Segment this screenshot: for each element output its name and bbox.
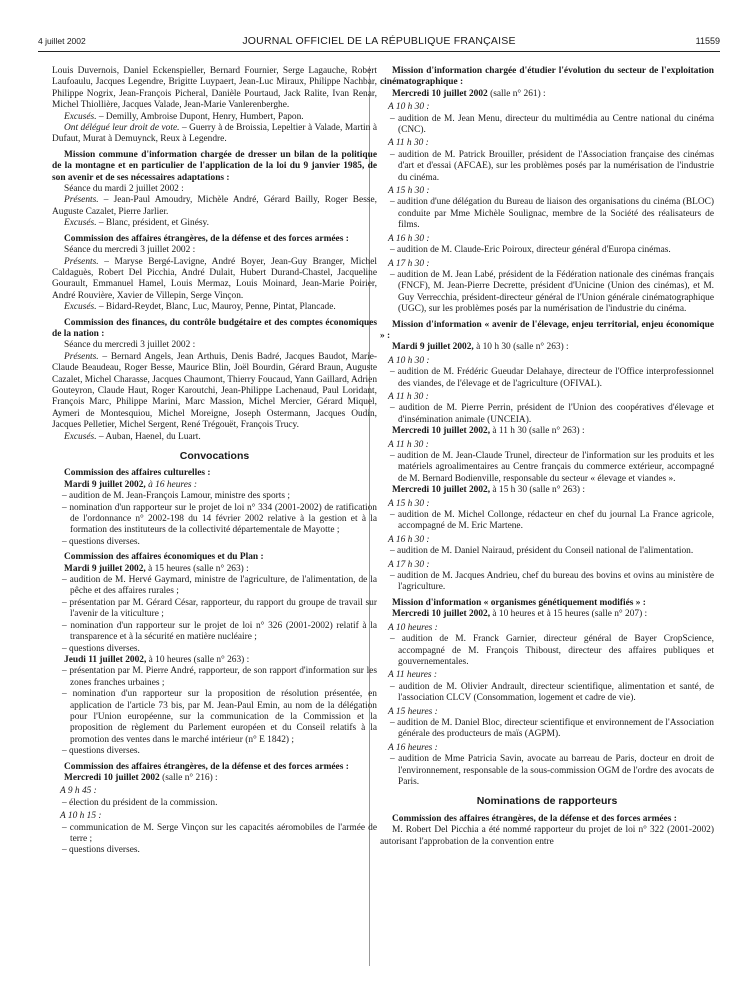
cae-item: – présentation par M. Pierre André, rapporteur, de son rapport d'information sur les zones franches urbaines ; [62,666,377,688]
cac-date: Mardi 9 juillet 2002, à 16 heures : [64,479,197,490]
caed2-item: – questions diverses. [62,845,140,856]
mission-cinema-title: Mission d'information chargée d'étudier l'évolution du secteur de l'exploitation cinématographique : [380,66,714,88]
excuses-line: Excusés. – Demilly, Ambroise Dupont, Henry, Humbert, Papon. [64,111,304,122]
caed2-slot: A 9 h 45 : [60,786,97,797]
caed2-item: – élection du président de la commission. [62,797,218,808]
cae-item: – présentation par M. Gérard César, rapporteur, du rapport du groupe de travail sur l'avenir de la viticulture ; [62,597,377,620]
header-date: 4 juillet 2002 [38,36,86,46]
cac-item: – questions diverses. [62,536,140,547]
caed2-slot: A 10 h 15 : [60,811,102,822]
schedule-item: – audition d'une délégation du Bureau de liaison des organisations du cinéma (BLOC) conduite par Mme Michèle Soulignac, membre de la Société des réalisateurs de films. [390,197,714,231]
mission-elevage-date-1: Mardi 9 juillet 2002, à 10 h 30 (salle n° 263) : [392,342,569,353]
cac-item: – nomination d'un rapporteur sur le projet de loi n° 334 (2001-2002) de ratification de l'ordonnance n° 2002-198 du 14 février 2002 relative à la gestion et à la formation des instituteurs de la collectivité départementale de Mayotte ; [62,502,377,536]
mission-montagne-excuses: Excusés. – Blanc, président, et Ginésy. [64,218,209,229]
cac-item: – audition de M. Jean-François Lamour, ministre des sports ; [62,491,290,502]
schedule-item: – audition de M. Frédéric Gueudar Delahaye, directeur de l'Office interprofessionnel des viandes, de l'élevage et de l'agriculture (OFIVAL). [390,367,714,389]
cae-item: – nomination d'un rapporteur sur la proposition de résolution présentée, en application de l'article 73 bis, par M. Jean-Paul Emin, au nom de la délégation pour l'Union européenne, sur la communication de la Commission et la proposition de règlement du Parlement européen et du Conseil relatifs à la promotion des ventes dans le marché intérieur (n° E 1842) ; [62,689,377,745]
schedule-item: – audition de M. Jean-Claude Trunel, directeur de l'information sur les produits et les matériels agroalimentaires au Centre français du commerce extérieur, accompagné de M. Bernard Bodienville, responsable du secteur « élevage et viandes ». [390,451,714,484]
schedule-slot: A 15 heures : [388,706,438,717]
schedule-slot: A 10 h 30 : [388,102,430,113]
schedule-slot: A 17 h 30 : [388,258,430,269]
schedule-slot: A 17 h 30 : [388,559,430,570]
schedule-slot: A 16 h 30 : [388,233,430,244]
schedule-item: – audition de M. Franck Garnier, directeur général de Bayer CropScience, accompagné de M. François Thiboust, directeur des affaires publiques et gouvernementales. [390,634,714,667]
caed2-title: Commission des affaires étrangères, de la défense et des forces armées : [64,761,349,772]
nominations-commission-title: Commission des affaires étrangères, de la défense et des forces armées : [392,813,677,824]
schedule-slot: A 16 h 30 : [388,534,430,545]
convocations-heading: Convocations [179,450,250,462]
cae-item: – questions diverses. [62,746,140,757]
nominations-text: M. Robert Del Picchia a été nommé rapporteur du projet de loi n° 322 (2001-2002) autorisant l'approbation de la convention entre [380,825,714,847]
mission-elevage-date-2: Mercredi 10 juillet 2002, à 11 h 30 (salle n° 263) : [392,426,585,437]
cfin-title: Commission des finances, du contrôle budgétaire et des comptes économiques de la nation : [52,317,377,339]
caed-seance: Séance du mercredi 3 juillet 2002 : [64,245,196,256]
cac-title: Commission des affaires culturelles : [64,468,211,479]
cae-title: Commission des affaires économiques et du Plan : [64,552,264,563]
page-header [38,36,720,52]
header-page-number: 11559 [695,36,720,46]
mission-montagne-presents: Présents. – Jean-Paul Amoudry, Michèle André, Gérard Bailly, Roger Besse, Auguste Cazalet, Pierre Jarlier. [52,195,377,217]
header-title: JOURNAL OFFICIEL DE LA RÉPUBLIQUE FRANÇAISE [242,35,516,47]
schedule-item: – audition de M. Olivier Andrault, directeur scientifique, alimentation et santé, de l'association CLCV (Consommation, logement et cadre de vie). [390,681,714,704]
schedule-slot: A 15 h 30 : [388,186,430,197]
schedule-item: – audition de M. Jean Menu, directeur du multimédia au Centre national du cinéma (CNC). [390,113,714,136]
cfin-excuses: Excusés. – Auban, Haenel, du Luart. [64,431,201,442]
schedule-slot: A 11 h 30 : [388,138,429,149]
mission-montagne-title: Mission commune d'information chargée de dresser un bilan de la politique de la montagne et en particulier de l'application de la loi du 9 janvier 1985, de son avenir et de ses nécessaires adaptations : [52,149,377,183]
caed-title: Commission des affaires étrangères, de la défense et des forces armées : [64,233,349,244]
schedule-item: – audition de M. Daniel Nairaud, président du Conseil national de l'alimentation. [390,546,694,557]
schedule-slot: A 11 h 30 : [388,439,429,450]
cae-item: – questions diverses. [62,643,140,654]
mission-montagne-seance: Séance du mardi 2 juillet 2002 : [64,184,184,195]
mission-ogm-date: Mercredi 10 juillet 2002, à 10 heures et à 15 heures (salle n° 207) : [392,609,648,620]
caed-excuses: Excusés. – Bidard-Reydet, Blanc, Luc, Mauroy, Penne, Pintat, Plancade. [64,302,336,313]
cae-item: – audition de M. Hervé Gaymard, ministre de l'agriculture, de l'alimentation, de la pêche et des affaires rurales ; [62,575,377,597]
caed2-item: – communication de M. Serge Vinçon sur les capacités aéromobiles de l'armée de terre ; [62,822,377,844]
cae-date-1: Mardi 9 juillet 2002, à 15 heures (salle n° 263) : [64,563,249,574]
schedule-item: – audition de M. Jacques Andrieu, chef du bureau des bovins et ovins au ministère de l'agriculture. [390,571,714,593]
cae-item: – nomination d'un rapporteur sur le projet de loi n° 326 (2001-2002) relatif à la transparence et à la sécurité en matière nucléaire ; [62,620,377,643]
left-column [52,66,377,857]
cfin-presents: Présents. – Bernard Angels, Jean Arthuis, Denis Badré, Jacques Baudot, Marie-Claude Beaudeau, Roger Besse, Maurice Blin, Joël Bourdin, Gérard Braun, Auguste Cazalet, Michel Charasse, Jacques Chaumont, Thierry Foucaud, Yann Gaillard, Adrien Gouteyron, Claude Haut, Roger Karoutchi, Jean-Philippe Lachenaud, Paul Loridant, François Marc, Philippe Marini, Marc Massion, Michel Mercier, Gérard Miquel, Aymeri de Montesquiou, Michel Moreigne, Joseph Ostermann, Jacques Oudin, Jacques Pelletier, Michel Sergent, René Trégouët, François Trucy. [52,351,378,431]
schedule-item: – audition de M. Claude-Eric Poiroux, directeur général d'Europa cinémas. [390,245,671,256]
mission-ogm-title: Mission d'information « organismes génétiquement modifiés » : [392,597,646,608]
schedule-slot: A 16 heures : [388,742,438,753]
schedule-item: – audition de M. Pierre Perrin, président de l'Union des coopératives d'élevage et d'insémination animale (UNCEIA). [390,403,714,425]
schedule-item: – audition de M. Patrick Brouiller, président de l'Association française des cinémas d'art et d'essai (AFCAE), sur les problèmes posés par la numérisation de l'industrie du cinéma. [390,149,714,183]
schedule-slot: A 11 h 30 : [388,391,429,402]
caed2-date: Mercredi 10 juillet 2002 (salle n° 216) : [64,772,218,783]
nominations-heading: Nominations de rapporteurs [476,795,618,808]
caed-presents: Présents. – Maryse Bergé-Lavigne, André Boyer, Jean-Guy Branger, Michel Caldaguès, Robert Del Picchia, André Dulait, Hubert Durand-Chastel, Jacqueline Gourault, Emmanuel Hamel, Louis Mermaz, Louis Moinard, Jean-Marie Poirier, André Rouvière, Xavier de Villepin, Serge Vinçon. [52,256,377,301]
schedule-item: – audition de M. Daniel Bloc, directeur scientifique et environnement de l'Association générale des producteurs de maïs (AGPM). [390,717,714,740]
member-list: Louis Duvernois, Daniel Eckenspieller, Bernard Fournier, Serge Lagauche, Robert Laufoaulu, Jacques Legendre, Brigitte Luypaert, Jean-Luc Miraux, Philippe Nachbar, Philippe Nogrix, Jean-François Picheral, Danièle Pourtaud, Jack Ralite, Ivan Renar, Michel Thiollière, Jacques Valade, Jean-Marie Vanlerenberghe. [52,66,377,111]
right-column [380,66,714,848]
schedule-slot: A 10 heures : [388,622,438,633]
schedule-slot: A 11 heures : [388,670,438,681]
delegation-line: Ont délégué leur droit de vote. – Guerry à de Broissia, Lepeltier à Valade, Martin à Dufaut, Murat à Demuynck, Reux à Legendre. [52,123,377,145]
mission-elevage-date-3: Mercredi 10 juillet 2002, à 15 h 30 (salle n° 263) : [392,485,585,496]
schedule-item: – audition de Mme Patricia Savin, avocate au barreau de Paris, docteur en droit de l'environnement, responsable de la sous-commission OGM de l'ordre des avocats de Paris. [390,754,714,787]
cfin-seance: Séance du mercredi 3 juillet 2002 : [64,340,196,351]
schedule-slot: A 15 h 30 : [388,498,430,509]
cae-date-2: Jeudi 11 juillet 2002, à 10 heures (salle n° 263) : [64,654,250,665]
header-rule [38,51,720,52]
schedule-item: – audition de M. Michel Collonge, rédacteur en chef du journal La France agricole, accompagné de M. Eric Martene. [390,510,714,532]
mission-cinema-date: Mercredi 10 juillet 2002 (salle n° 261) : [392,88,546,99]
schedule-slot: A 10 h 30 : [388,355,430,366]
mission-elevage-title: Mission d'information « avenir de l'élevage, enjeu territorial, enjeu économique » : [380,319,714,341]
schedule-item: – audition de M. Jean Labé, président de la Fédération nationale des cinémas français (FNCF), M. Jean-Pierre Decrette, président d'Unicine (Union des cinémas), et M. Guy Verrecchia, président-directeur général de l'Union générale cinématographique (UGC), sur les problèmes posés par la numérisation de l'industrie du cinéma. [390,269,714,315]
